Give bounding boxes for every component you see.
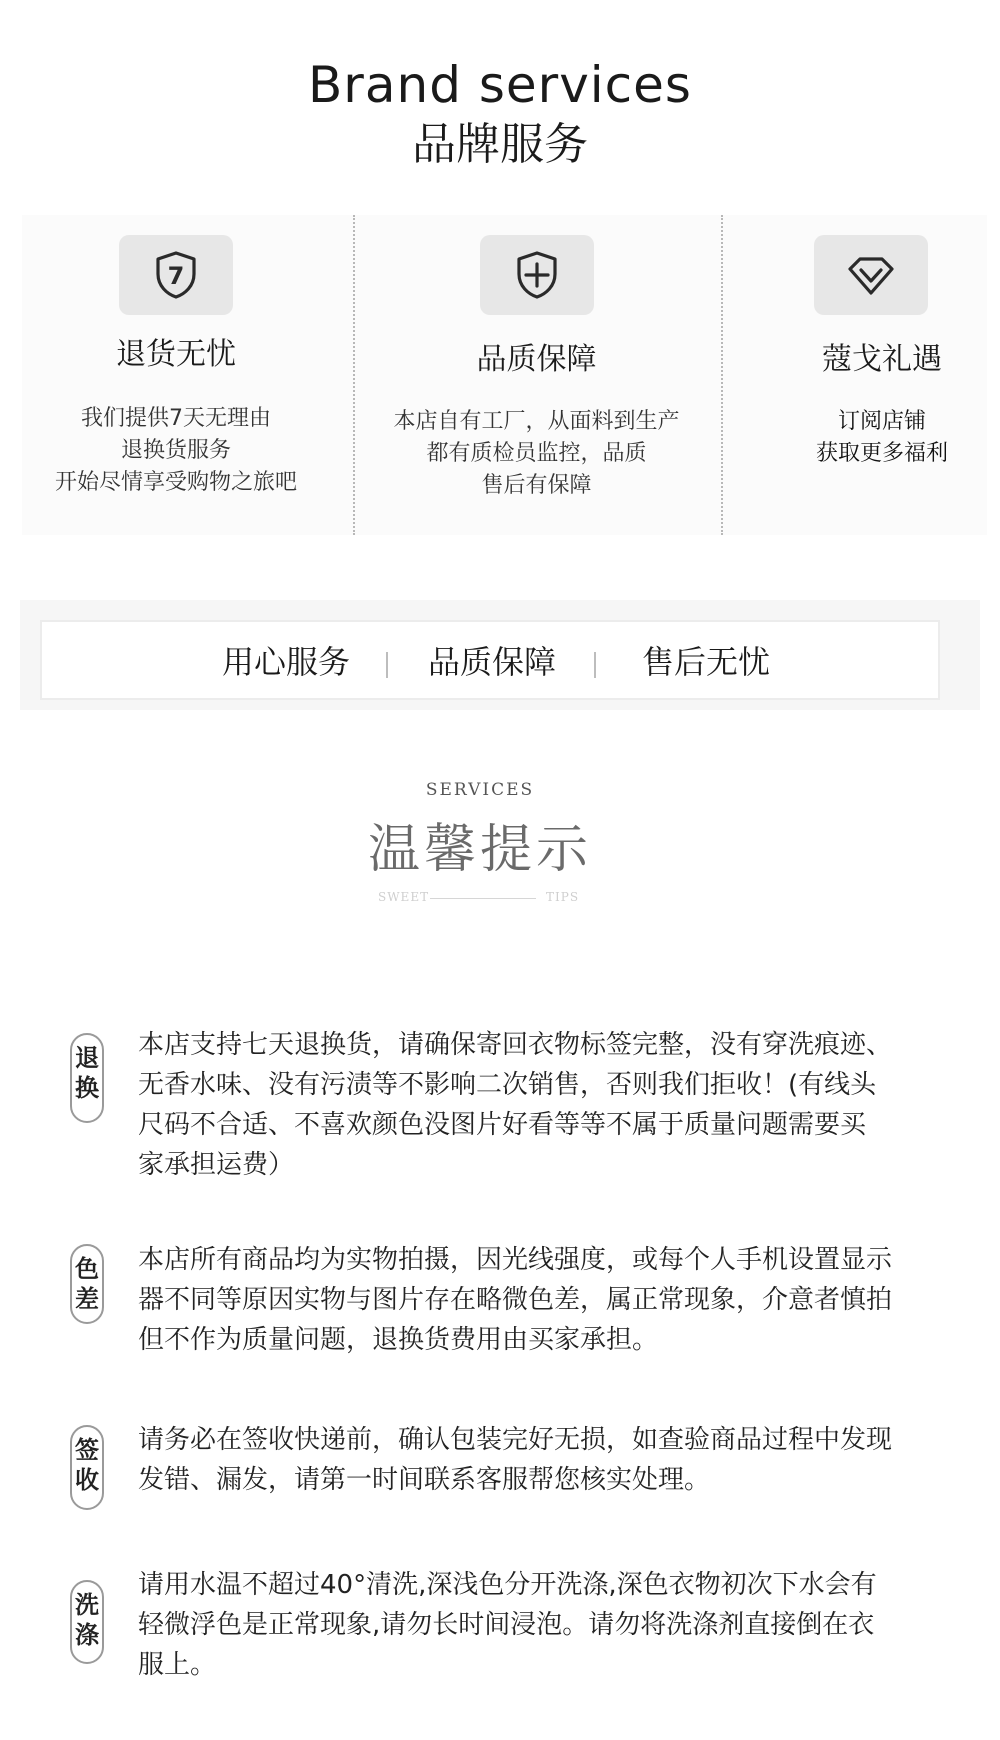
service-gift	[721, 215, 987, 535]
notice-text: 请用水温不超过40°清洗,深浅色分开洗涤,深色衣物初次下水会有 轻微浮色是正常现象,请勿长时间浸泡。请勿将洗涤剂直接倒在衣 服上。	[138, 1570, 877, 1680]
title-underline	[430, 898, 536, 899]
banner-separator	[386, 652, 388, 678]
svg-text:7: 7	[167, 262, 185, 290]
service-title: 品质保障	[476, 342, 597, 377]
tips-label: TIPS	[546, 890, 580, 904]
brand-title-en: Brand services	[308, 56, 692, 114]
notice-text: 本店支持七天退换货，请确保寄回衣物标签完整，没有穿洗痕迹、 无香水味、没有污渍等不影响二次销售，否则我们拒收！(有线头 尺码不合适、不喜欢颜色没图片好看等等不属于质量问题需要买 家承担运费）	[138, 1030, 893, 1180]
banner-item: 品质保障	[428, 643, 557, 681]
notice-badge: 签 收	[70, 1425, 104, 1510]
service-title: 退货无忧	[116, 337, 236, 372]
banner-item: 售后无忧	[642, 643, 771, 681]
service-description: 订阅店铺 获取更多福利	[815, 409, 948, 466]
banner-separator	[594, 652, 596, 678]
service-quality	[353, 215, 720, 535]
sweet-label: SWEET	[378, 890, 430, 904]
notice-title: 温馨提示	[367, 820, 592, 880]
notice-text: 请务必在签收快递前，确认包装完好无损，如查验商品过程中发现 发错、漏发，请第一时间联系客服帮您核实处理。	[138, 1425, 893, 1495]
notice-text: 本店所有商品均为实物拍摄，因光线强度，或每个人手机设置显示 器不同等原因实物与图片存在略微色差，属正常现象，介意者慎拍 但不作为质量问题，退换货费用由买家承担。	[138, 1245, 893, 1355]
notice-badge: 洗 涤	[70, 1580, 104, 1664]
service-title: 蔻戈礼遇	[822, 342, 942, 377]
service-description: 我们提供7天无理由 退换货服务 开始尽情享受购物之旅吧	[54, 406, 297, 495]
service-banner	[40, 620, 940, 700]
diamond-v-icon	[814, 235, 928, 315]
notice-badge: 退 换	[70, 1033, 104, 1123]
service-description: 本店自有工厂，从面料到生产 都有质检员监控，品质 售后有保障	[393, 409, 680, 498]
services-panel	[22, 215, 987, 535]
notice-badge: 色 差	[70, 1244, 104, 1324]
brand-title-cn: 品牌服务	[412, 119, 588, 170]
service-return	[22, 215, 352, 535]
shield-plus-icon	[480, 235, 594, 315]
shield-7-icon	[119, 235, 233, 315]
services-label: SERVICES	[425, 780, 535, 800]
banner-item: 用心服务	[222, 643, 351, 681]
